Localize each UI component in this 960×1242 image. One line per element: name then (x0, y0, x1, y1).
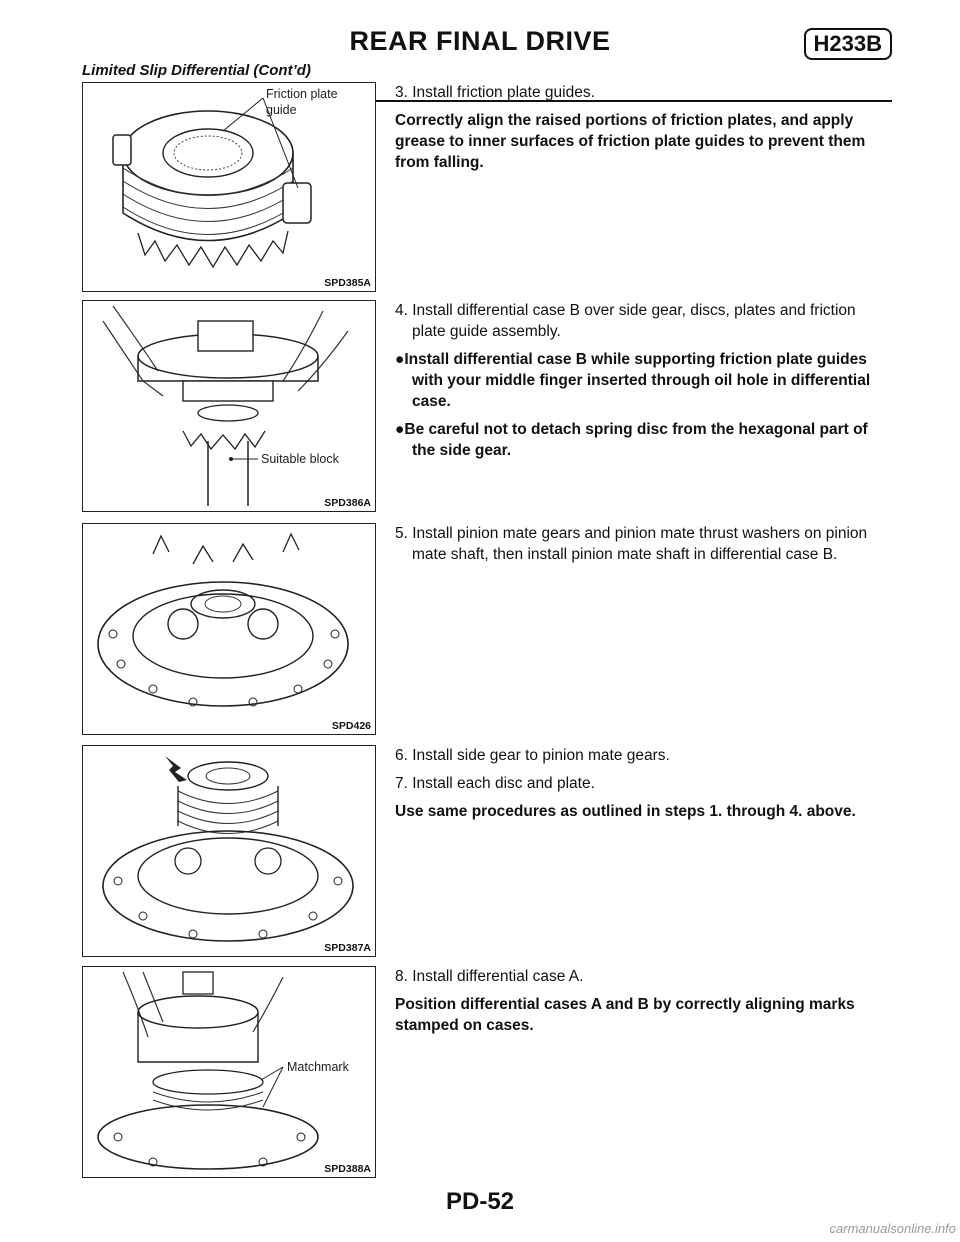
figure-spd386a (82, 300, 376, 512)
figure-code: SPD388A (324, 1163, 371, 1175)
step-4: 4. Install differential case B over side gear, discs, plates and friction plate guide assembly. (395, 302, 856, 340)
watermark: carmanualsonline.info (829, 1221, 956, 1236)
differential-case-a-illustration (83, 967, 375, 1177)
step-row-4 (82, 300, 892, 512)
figure-code: SPD387A (324, 942, 371, 954)
step-text (395, 523, 892, 572)
step-5: 5. Install pinion mate gears and pinion mate thrust washers on pinion mate shaft, then install pinion mate shaft in differential case B. (395, 525, 868, 563)
section-subtitle: Limited Slip Differential (Cont’d) (82, 62, 311, 79)
bullet-icon: ● (395, 351, 405, 368)
model-badge: H233B (804, 28, 892, 60)
page-header (0, 22, 960, 82)
step-row-5 (82, 523, 892, 735)
step-4-bullet-1: ●Install differential case B while supporting friction plate guides with your middle finger inserted through oil hole in differential case. (395, 351, 871, 410)
bullet-icon: ● (395, 421, 405, 438)
side-gear-discs-illustration (83, 746, 375, 956)
step-8: 8. Install differential case A. (395, 968, 584, 985)
step-3: 3. Install friction plate guides. (395, 84, 595, 101)
figure-code: SPD426 (331, 720, 371, 732)
step-text (395, 745, 892, 829)
figure-label-guide: guide (266, 103, 297, 117)
figure-spd385a (82, 82, 376, 292)
differential-case-b-illustration (83, 301, 375, 511)
arrow-icon (165, 756, 187, 782)
figure-spd388a (82, 966, 376, 1178)
figure-spd426 (82, 523, 376, 735)
step-4-bullet-2: ●Be careful not to detach spring disc from the hexagonal part of the side gear. (395, 421, 868, 459)
figure-code: SPD386A (324, 497, 371, 509)
pinion-mate-illustration (83, 524, 375, 734)
figure-label-friction-plate: Friction plate (266, 87, 338, 101)
friction-plate-guide-illustration (83, 83, 375, 291)
step-3-note: Correctly align the raised portions of friction plates, and apply grease to inner surfaces of friction plate guides to prevent them from falling. (395, 112, 866, 171)
step-row-3 (82, 82, 892, 292)
step-row-6-7 (82, 745, 892, 957)
figure-label-matchmark: Matchmark (287, 1060, 349, 1074)
figure-label-suitable-block: Suitable block (261, 452, 339, 466)
step-text (395, 82, 892, 180)
step-7: 7. Install each disc and plate. (395, 775, 595, 792)
step-6: 6. Install side gear to pinion mate gears. (395, 747, 670, 764)
page-number: PD-52 (445, 1188, 515, 1215)
step-8-note: Position differential cases A and B by correctly aligning marks stamped on cases. (395, 996, 855, 1034)
step-text (395, 966, 892, 1043)
page-title: REAR FINAL DRIVE (349, 26, 611, 56)
step-row-8 (82, 966, 892, 1178)
figure-spd387a (82, 745, 376, 957)
figure-code: SPD385A (324, 277, 371, 289)
step-7-note: Use same procedures as outlined in steps 1. through 4. above. (395, 803, 856, 820)
step-text (395, 300, 892, 468)
